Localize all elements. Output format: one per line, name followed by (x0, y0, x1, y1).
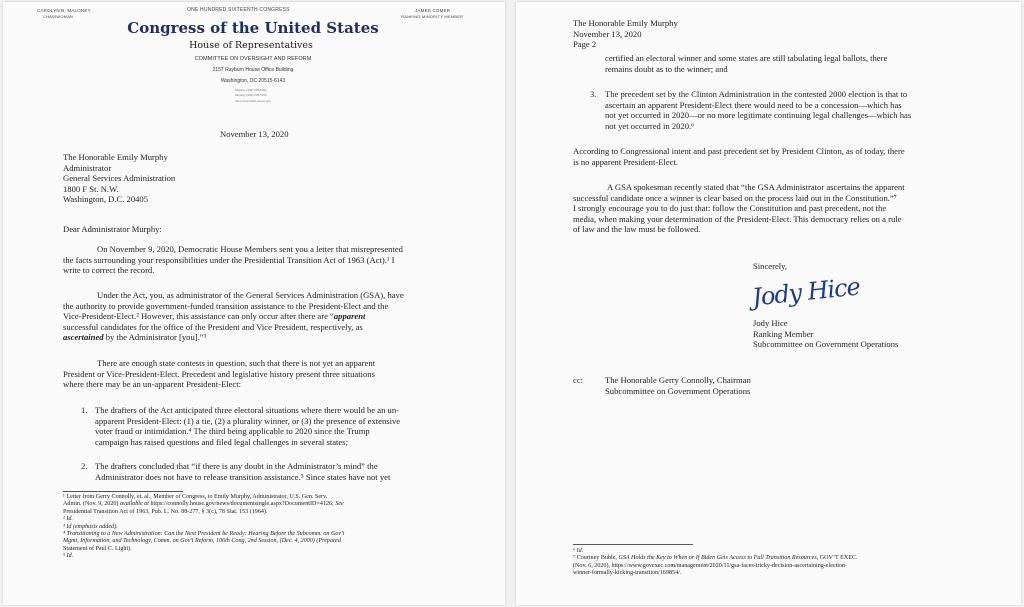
letterhead-address: 2157 Rayburn House Office Building (212, 67, 294, 73)
letterhead-house: House of Representatives (189, 40, 313, 51)
paragraph-gsa: A GSA spokesman recently stated that “the GSA Administrator ascertains the apparent successful candidate once a winner is clear based on the process laid out in the Constitution.”⁷ I strongly encourage you to do just that: follow the Constitution and past precedent, not the media, when making your determination of the President-Elect. This democracy relies on a rule of law and the law must be followed. (573, 182, 905, 235)
chair-title: CHAIRWOMAN (43, 14, 74, 19)
letter-page-2 (516, 2, 1021, 605)
cc-label: cc: (573, 375, 584, 385)
letterhead-congress: Congress of the United States (127, 19, 379, 37)
ranking-member-title: RANKING MINORITY MEMBER (401, 14, 464, 19)
signature-block: Jody Hice Ranking Member Subcommittee on Government Operations (753, 318, 899, 350)
footnote-divider-page2 (573, 544, 693, 545)
ranking-member-name: JAMES COMER (415, 8, 451, 13)
letterhead-website: https://oversight.house.gov (235, 99, 271, 103)
paragraph-1: On November 9, 2020, Democratic House Members sent you a letter that misrepresented the facts surrounding your responsibilities under the Presidential Transition Act of 1963 (Act).¹ I write to correct the record. (63, 244, 403, 276)
cc-block: The Honorable Gerry Connolly, Chairman Subcommittee on Government Operations (605, 375, 751, 396)
list-item-3: 3. The precedent set by the Clinton Administration in the contested 2000 election is that to ascertain an apparent President-Elect there would need to be a concession—which has not yet occurred in 2020—or no more legitimate continuing legal challenges—which has not yet occurred in 2020.⁶ (590, 89, 912, 131)
page2-header: The Honorable Emily Murphy November 13, 2020 Page 2 (573, 18, 678, 50)
paragraph-3: There are enough state contests in question, such that there is not yet an apparent President or Vice-President-Elect. Precedent and legislative history present three situations where there may be an un-apparent President-Elect: (63, 358, 376, 390)
list-item-1: 1. The drafters of the Act anticipated three electoral situations where there would be an un- apparent President-Elect: (1) a tie, (2) a plurality winner, or (3) the presence of extensive voter fraud or intimidation.⁴ The third being applicable to 2020 since the Trump campaign has raised questions and filed legal challenges in several states; (81, 405, 401, 447)
footnote-divider (63, 491, 183, 492)
paragraph-intent: According to Congressional intent and past precedent set by President Clinton, as of today, there is no apparent President-Elect. (573, 146, 905, 167)
footnotes: ¹ Letter from Gerry Connolly, et. al., Member of Congress, to Emily Murphy, Administrator, U.S. Gen. Serv. Admin. (Nov. 9, 2020) available at https://connolly.house.gov/news/documentsingle.aspx?DocumentID=4126; See Presidential Transition Act of 1963, Pub. L. No. 88-277, § 3(c), 78 Stat. 153 (1964). ² Id. ³ Id (emphasis added). ⁴ Transitioning to a New Administration: Can the Next President be Ready: Hearing Before the Subcomm. on Gov’t Mgmt, Information, and Technology, Comm. on Gov’t Reform, 106th Cong, 2nd Session, (Dec. 4, 2000) (Prepared Statement of Paul C. Light). ⁵ Id. (63, 494, 345, 560)
list-item-2: 2. The drafters concluded that “if there is any doubt in the Administrator’s mind” the Administrator does not have to release transition assistance.⁵ Since states have not yet (81, 461, 391, 482)
chair-name: CAROLYN B. MALONEY (37, 8, 91, 13)
list-item-2-continued: certified an electoral winner and some states are still tabulating legal ballots, there remains doubt as to the winner; and (605, 53, 888, 74)
signature: Jody Hice (750, 272, 862, 312)
paragraph-2: Under the Act, you, as administrator of the General Services Administration (GSA), have the authority to provide government-funded transition assistance to the President-Elect and the Vice-President-Elect.² However, this assistance can only occur after there are “apparent successful candidates for the office of the President and Vice President, respectively, as ascertained by the Administrator [you].”³ (63, 290, 404, 343)
congress-session: ONE HUNDRED SIXTEENTH CONGRESS (187, 7, 290, 13)
closing: Sincerely, (753, 261, 788, 271)
recipient-block: The Honorable Emily Murphy Administrator General Services Administration 1800 F St. N.W. Washington, D.C. 20405 (63, 152, 176, 205)
letterhead-city: Washington, DC 20515-6143 (220, 78, 286, 84)
footnotes-page2: ⁶ Id. ⁷ Courtney Buble, GSA Holds the Key to When or If Biden Gets Access to Full Transition Resources, GOV’T EXEC. (Nov. 6, 2020), https://www.govexec.com/management/2020/11/gsa-faces-tricky-decision-ascertaining-election- winner-formally-kicking-transition/169854/. (573, 548, 858, 577)
salutation: Dear Administrator Murphy: (63, 224, 162, 234)
letterhead-committee: COMMITTEE ON OVERSIGHT AND REFORM (194, 56, 312, 62)
letter-page-1 (3, 2, 505, 605)
letterhead-phone-majority: Majority (202) 225-5051 (235, 88, 267, 92)
letterhead-phone-minority: Minority (202) 225-5074 (235, 93, 267, 97)
letter-date: November 13, 2020 (220, 129, 289, 139)
